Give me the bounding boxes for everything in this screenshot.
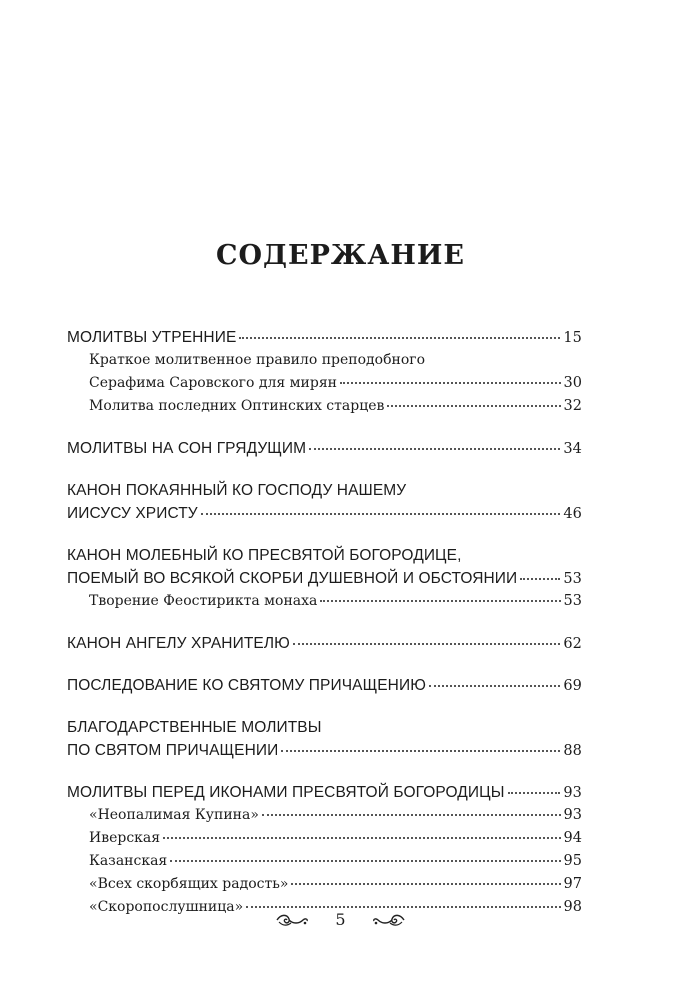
toc-section [67,479,582,525]
toc-entry-title: Краткое молитвенное правило преподобного [89,352,426,368]
toc-page-number: 62 [563,636,582,652]
toc-page-number: 30 [563,375,582,391]
toc-entry-title: ИИСУСУ ХРИСТУ [67,505,198,522]
dot-leader [429,684,560,687]
dot-leader [340,381,561,384]
dot-leader [293,642,560,645]
toc-entry[interactable] [67,674,582,697]
toc-page-number: 69 [563,678,582,694]
toc-page-number: 15 [563,330,582,346]
toc-entry-title: КАНОН МОЛЕБНЫЙ КО ПРЕСВЯТОЙ БОГОРОДИЦЕ, [67,547,462,564]
dot-leader [281,749,560,752]
toc-page-number: 98 [563,899,582,915]
dot-leader [163,836,560,839]
toc-page-number: 88 [563,743,582,759]
toc-entry-title: «Всех скорбящих радость» [89,876,289,892]
toc-entry-title: МОЛИТВЫ УТРЕННИЕ [67,329,237,346]
toc-subentry[interactable] [67,395,582,418]
page-number: 5 [335,910,346,929]
toc-entry-title: Серафима Саровского для мирян [89,375,337,391]
dot-leader [239,336,560,339]
page-footer [0,910,681,929]
toc-page-number: 32 [563,398,582,414]
toc-subentry[interactable] [67,804,582,827]
dot-leader [246,905,560,908]
toc-subentry[interactable] [67,590,582,613]
table-of-contents [67,326,582,938]
toc-entry-title: ПОСЛЕДОВАНИЕ КО СВЯТОМУ ПРИЧАЩЕНИЮ [67,677,426,694]
toc-subentry[interactable] [67,372,582,395]
toc-subentry[interactable] [67,850,582,873]
dot-leader [508,791,561,794]
toc-entry-title: «Скоропослушница» [89,899,244,915]
toc-subentry[interactable] [67,827,582,850]
dot-leader [309,447,560,450]
toc-page-number: 94 [563,830,582,846]
toc-page-number: 53 [563,571,582,587]
toc-entry[interactable] [67,326,582,349]
dot-leader [170,859,560,862]
toc-entry[interactable] [67,781,582,804]
toc-entry[interactable] [67,716,582,739]
dot-leader [291,882,560,885]
dot-leader [520,577,560,580]
toc-entry-title: ПОЕМЫЙ ВО ВСЯКОЙ СКОРБИ ДУШЕВНОЙ И ОБСТОЯНИИ [67,570,518,587]
toc-section [67,781,582,919]
toc-subentry[interactable] [67,349,582,372]
toc-entry-title: ПО СВЯТОМ ПРИЧАЩЕНИИ [67,742,279,759]
toc-entry-title: КАНОН АНГЕЛУ ХРАНИТЕЛЮ [67,635,290,652]
toc-section [67,716,582,762]
dot-leader [201,512,561,515]
toc-entry-title: Творение Феостирикта монаха [89,593,318,609]
dot-leader [320,599,560,602]
toc-section [67,632,582,655]
flourish-icon [275,912,309,928]
toc-section [67,437,582,460]
toc-page-number: 53 [563,593,582,609]
toc-entry-title: Казанская [89,853,168,869]
toc-page-number: 93 [563,785,582,801]
toc-entry-title: КАНОН ПОКАЯННЫЙ КО ГОСПОДУ НАШЕМУ [67,482,407,499]
toc-entry-title: БЛАГОДАРСТВЕННЫЕ МОЛИТВЫ [67,719,322,736]
toc-section [67,544,582,613]
toc-page-number: 95 [563,853,582,869]
toc-page-number: 46 [563,506,582,522]
toc-entry[interactable] [67,544,582,567]
dot-leader [387,404,560,407]
toc-entry[interactable] [67,632,582,655]
toc-page-number: 97 [563,876,582,892]
toc-entry[interactable] [67,437,582,460]
toc-entry-title: «Неопалимая Купина» [89,807,259,823]
toc-subentry[interactable] [67,873,582,896]
toc-entry-title: Молитва последних Оптинских старцев [89,398,385,414]
toc-section [67,326,582,418]
toc-entry-title: МОЛИТВЫ НА СОН ГРЯДУЩИМ [67,440,307,457]
toc-section [67,674,582,697]
toc-page-number: 93 [563,807,582,823]
toc-page-number: 34 [563,441,582,457]
page-title: СОДЕРЖАНИЕ [216,240,465,271]
flourish-icon [372,912,406,928]
toc-entry[interactable] [67,739,582,762]
toc-entry-title: МОЛИТВЫ ПЕРЕД ИКОНАМИ ПРЕСВЯТОЙ БОГОРОДИЦЫ [67,784,505,801]
dot-leader [262,813,561,816]
toc-entry-title: Иверская [89,830,161,846]
toc-entry[interactable] [67,502,582,525]
toc-entry[interactable] [67,479,582,502]
toc-entry[interactable] [67,567,582,590]
